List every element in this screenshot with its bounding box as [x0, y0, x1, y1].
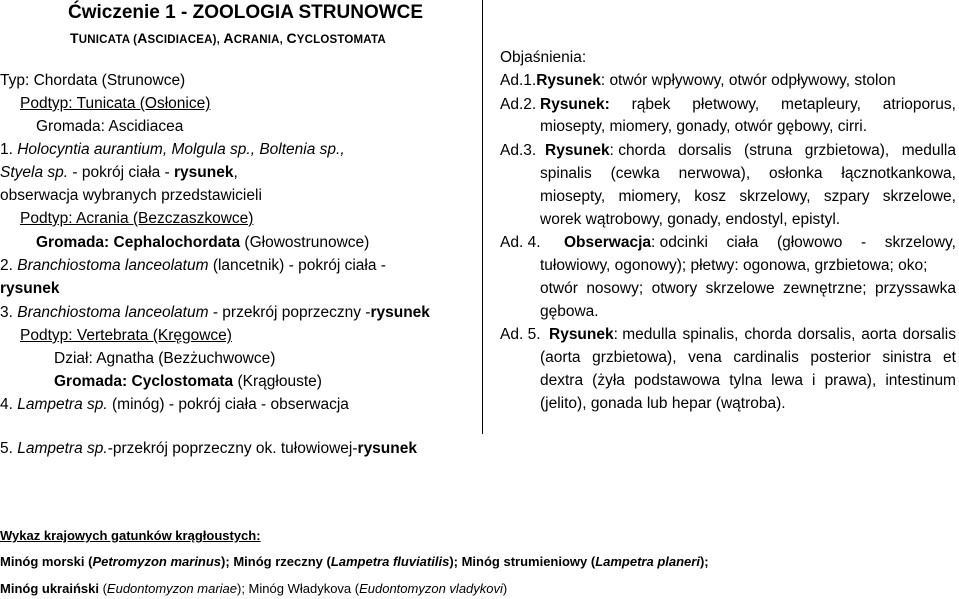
dzial-agnatha: Dział: Agnatha (Bezżuchwowce)	[54, 350, 276, 367]
page-subtitle: TUNICATA (ASCIDIACEA), ACRANIA, CYCLOSTOMATA	[70, 30, 386, 46]
ad-5-line-2: (aorta grzbietowa), vena cardinalis posterior sinistra et	[540, 349, 956, 366]
ad-3-line-1: Rysunek: chorda dorsalis (struna grzbietowa), medulla	[545, 142, 956, 159]
item-4: 4. Lampetra sp. (minóg) - pokrój ciała - obserwacja	[0, 396, 349, 413]
ad-4-line-3: otwór nosowy; otwory skrzelowe zewnętrzne; przyssawka	[540, 280, 956, 297]
ad-2-line-1: Rysunek: rąbek płetwowy, metapleury, atrioporus,	[540, 96, 956, 113]
item-1: 1. Holocyntia aurantium, Molgula sp., Boltenia sp.,	[0, 141, 345, 158]
species-line-1: Minóg morski (Petromyzon marinus); Minóg rzeczny (Lampetra fluviatilis); Minóg strumieniowy (Lampetra planeri);	[0, 554, 709, 569]
ad-4-line-2: tułowiowy, ogonowy); płetwy: ogonowa, grzbietowa; oko;	[540, 257, 928, 274]
ad-2-label: Ad.2.	[500, 96, 537, 113]
page-title: Ćwiczenie 1 - ZOOLOGIA STRUNOWCE	[68, 2, 424, 23]
species-line-2: Minóg ukraiński (Eudontomyzon mariae); Minóg Władykova (Eudontomyzon vladykovi)	[0, 581, 508, 596]
ad-3-line-3: miosepty, miomery, kosz skrzelowy, szpary skrzelowe,	[540, 188, 956, 205]
typ-line: Typ: Chordata (Strunowce)	[0, 72, 186, 89]
ad-3-line-2: spinalis (cewka nerwowa), osłonka łącznotkankowa,	[540, 165, 956, 182]
podtyp-vertebrata: Podtyp: Vertebrata (Kręgowce)	[20, 327, 232, 344]
ad-3-label: Ad.3.	[500, 142, 537, 159]
item-1-cont: Styela sp. - pokrój ciała - rysunek,	[0, 164, 238, 181]
ad-5-label: Ad. 5.	[500, 326, 541, 343]
ad-4-line-1: Obserwacja: odcinki ciała (głowowo - skrzelowy,	[564, 234, 956, 251]
ad-1: Ad.1.Rysunek: otwór wpływowy, otwór odpływowy, stolon	[500, 72, 896, 89]
podtyp-tunicata: Podtyp: Tunicata (Osłonice)	[20, 95, 211, 112]
item-5: 5. Lampetra sp.-przekrój poprzeczny ok. tułowiowej-rysunek	[0, 440, 417, 457]
ad-4-line-4: gębowa.	[540, 303, 599, 320]
item-2-cont: rysunek	[0, 280, 60, 297]
gromada-cephalochordata: Gromada: Cephalochordata (Głowostrunowce)	[36, 234, 370, 251]
item-1-obs: obserwacja wybranych przedstawicieli	[0, 187, 262, 204]
gromada-cyclostomata: Gromada: Cyclostomata (Krągłouste)	[54, 373, 322, 390]
species-list-heading: Wykaz krajowych gatunków krągłoustych:	[0, 528, 261, 543]
explanations-heading: Objaśnienia:	[500, 49, 587, 66]
podtyp-acrania: Podtyp: Acrania (Bezczaszkowce)	[20, 210, 254, 227]
ad-5-line-3: dextra (żyła podstawowa tylna lewa i prawa), intestinum	[540, 372, 956, 389]
ad-2-line-2: miosepty, miomery, gonady, otwór gębowy, cirri.	[540, 118, 868, 135]
gromada-ascidiacea: Gromada: Ascidiacea	[36, 118, 184, 135]
ad-3-line-4: worek wątrobowy, gonady, endostyl, epistyl.	[540, 211, 841, 228]
column-divider	[482, 0, 483, 434]
ad-5-line-4: (jelito), gonada lub hepar (wątroba).	[540, 395, 786, 412]
item-2: 2. Branchiostoma lanceolatum (lancetnik) - pokrój ciała -	[0, 257, 386, 274]
ad-5-line-1: Rysunek: medulla spinalis, chorda dorsalis, aorta dorsalis	[549, 326, 956, 343]
item-3: 3. Branchiostoma lanceolatum - przekrój poprzeczny -rysunek	[0, 304, 430, 321]
ad-4-label: Ad. 4.	[500, 234, 541, 251]
